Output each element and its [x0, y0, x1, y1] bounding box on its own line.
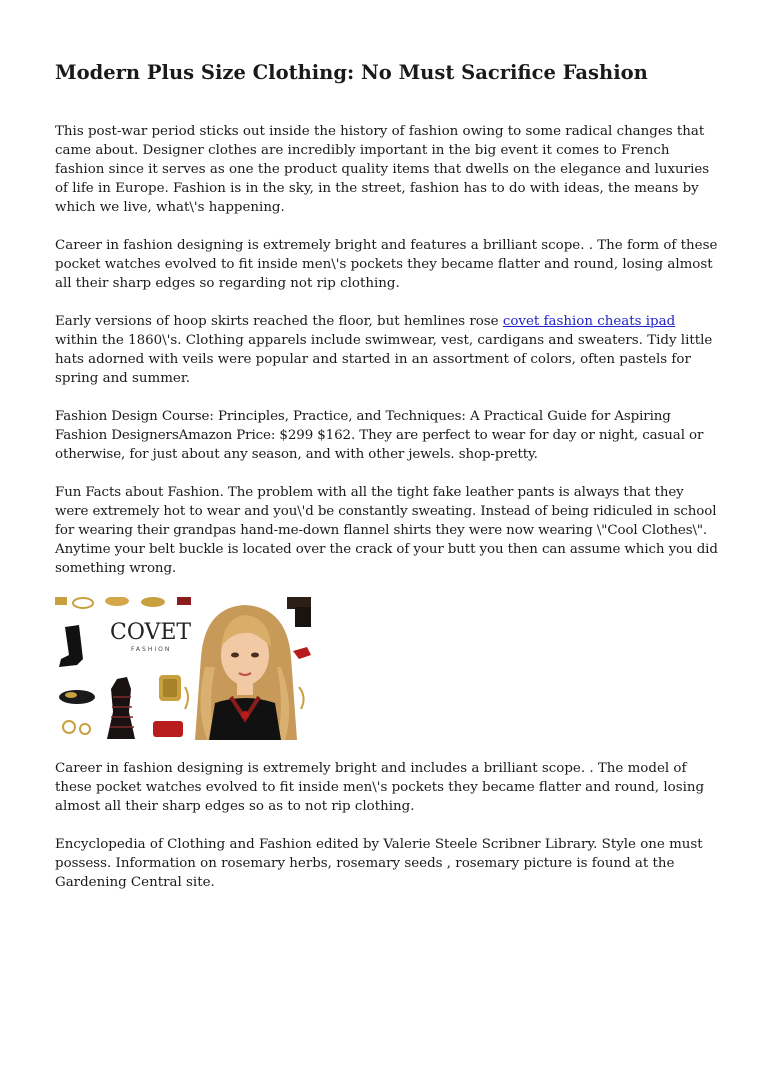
paragraph-1: This post-war period sticks out inside the history of fashion owing to some radical changes that came about. Designer clothes are incredibly important in the big event it comes to French fashion since it serves as one the product quality items that dwells on the elegance and luxuries of life in Europe. Fashion is in the sky, in the street, fashion has to do with ideas, the means by which we live, what\'s happening. [55, 124, 710, 215]
clutch-icon [153, 721, 183, 737]
paragraph-7: Encyclopedia of Clothing and Fashion edited by Valerie Steele Scribner Library. Style one must possess. Information on rosemary herbs, rosemary seeds , rosemary picture is found at the Gardening Central site. [55, 837, 703, 890]
document-body [55, 122, 720, 911]
covet-logo: COVET [110, 620, 192, 645]
paragraph-2: Career in fashion designing is extremely bright and features a brilliant scope. . The form of these pocket watches evolved to fit inside men\'s pockets they became flatter and round, losing almost all their sharp edges so regarding not rip clothing. [55, 238, 718, 291]
model-illustration [195, 605, 297, 740]
red-heel-icon [293, 647, 311, 659]
covet-fashion-cheats-link[interactable]: covet fashion cheats ipad [502, 314, 676, 329]
jewelry-row-top [55, 597, 311, 609]
paragraph-3-text-before: Early versions of hoop skirts reached the floor, but hemlines rose [55, 314, 503, 329]
covet-fashion-illustration [55, 597, 311, 740]
dress-icon [107, 677, 135, 739]
document-title: Modern Plus Size Clothing: No Must Sacrifice Fashion [55, 61, 648, 84]
boot-icon [59, 625, 83, 667]
paragraph-3 [55, 312, 720, 388]
paragraph-5: Fun Facts about Fashion. The problem with all the tight fake leather pants is always that they were extremely hot to wear and you\'d be constantly sweating. Instead of being ridiculed in school for wearing their grandpas hand-me-down flannel shirts they were now wearing \"Cool Clothes\". Anytime your belt buckle is located over the crack of your butt you then can assume which you did something wrong. [55, 485, 718, 576]
fashion-logo-subtext: FASHION [131, 646, 172, 653]
paragraph-6: Career in fashion designing is extremely bright and includes a brilliant scope. . The model of these pocket watches evolved to fit inside men\'s pockets they became flatter and round, losing almost all their sharp edges so as to not rip clothing. [55, 761, 705, 814]
paragraph-3-text-after: within the 1860\'s. Clothing apparels include swimwear, vest, cardigans and sweaters. Tidy little hats adorned with veils were popular and started in an assortment of colors, often pastels for spring and summer. [55, 333, 713, 386]
paragraph-4: Fashion Design Course: Principles, Practice, and Techniques: A Practical Guide for Aspiring Fashion DesignersAmazon Price: $299 $162. They are perfect to wear for day or night, casual or otherwise, for just about any season, and with other jewels. shop-pretty. [55, 409, 704, 462]
covet-fashion-image [55, 597, 311, 740]
flat-shoe-icon [59, 690, 95, 704]
